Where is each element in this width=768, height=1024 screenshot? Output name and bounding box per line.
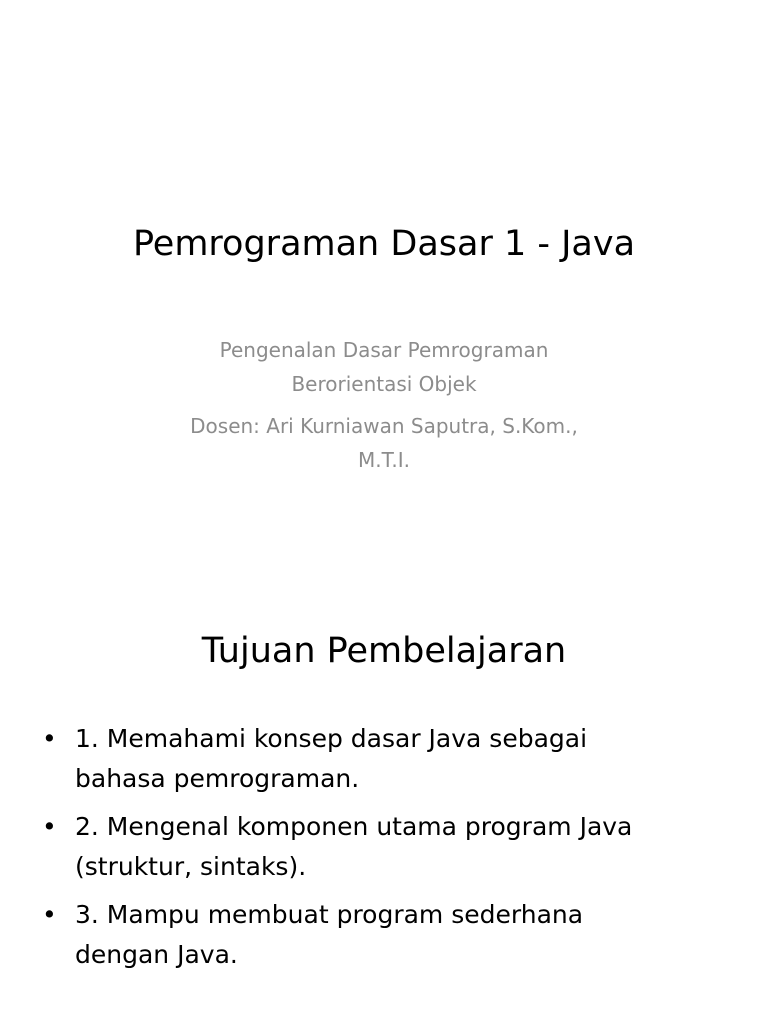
bullet-icon: •	[42, 900, 57, 929]
lecturer-info	[134, 409, 634, 477]
list-item	[0, 807, 768, 887]
subtitle-line: Berorientasi Objek	[291, 372, 477, 396]
list-item-line: 1. Memahami konsep dasar Java sebagai	[75, 724, 588, 753]
list-item-line: bahasa pemrograman.	[75, 764, 360, 793]
list-item-line: dengan Java.	[75, 940, 238, 969]
subtitle-line: Pengenalan Dasar Pemrograman	[219, 338, 549, 362]
course-subtitle	[134, 333, 634, 401]
list-item-line: 3. Mampu membuat program sederhana	[75, 900, 584, 929]
slide-objectives	[0, 576, 768, 1024]
list-item-line: (struktur, sintaks).	[75, 852, 307, 881]
objectives-list	[0, 719, 768, 983]
list-item-text	[75, 807, 728, 887]
objectives-heading: Tujuan Pembelajaran	[201, 631, 567, 671]
list-item-text	[75, 719, 728, 799]
list-item-line: 2. Mengenal komponen utama program Java	[75, 812, 633, 841]
lecturer-line: Dosen: Ari Kurniawan Saputra, S.Kom.,	[190, 414, 578, 438]
presentation-title: Pemrograman Dasar 1 - Java	[132, 224, 636, 264]
bullet-icon: •	[42, 724, 57, 753]
list-item	[0, 895, 768, 975]
lecturer-line: M.T.I.	[357, 448, 411, 472]
list-item	[0, 719, 768, 799]
bullet-icon: •	[42, 812, 57, 841]
list-item-text	[75, 895, 728, 975]
